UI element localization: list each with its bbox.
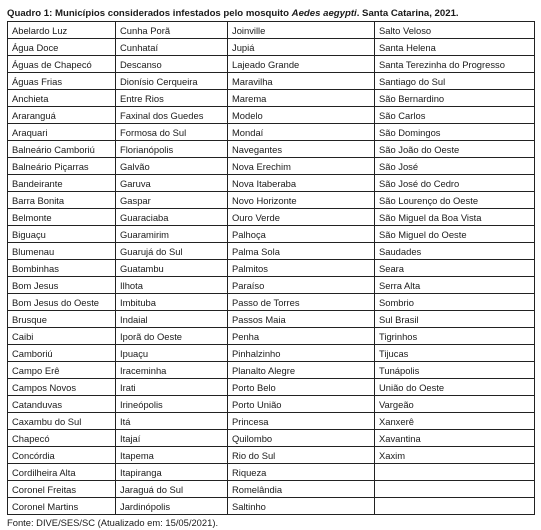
table-row: [8, 294, 535, 311]
table-row: [8, 260, 535, 277]
table-cell: Iporã do Oeste: [116, 328, 228, 345]
table-row: [8, 464, 535, 481]
table-cell: Catanduvas: [8, 396, 116, 413]
table-cell: Araranguá: [8, 107, 116, 124]
table-cell: Passos Maia: [228, 311, 375, 328]
table-cell: União do Oeste: [375, 379, 535, 396]
table-cell: [375, 498, 535, 515]
table-row: [8, 209, 535, 226]
table-cell: Jaraguá do Sul: [116, 481, 228, 498]
table-cell: Belmonte: [8, 209, 116, 226]
table-row: [8, 124, 535, 141]
table-row: [8, 396, 535, 413]
table-cell: Porto União: [228, 396, 375, 413]
table-cell: Cordilheira Alta: [8, 464, 116, 481]
table-cell: Anchieta: [8, 90, 116, 107]
table-cell: Bom Jesus do Oeste: [8, 294, 116, 311]
table-cell: Santa Terezinha do Progresso: [375, 56, 535, 73]
table-row: [8, 39, 535, 56]
table-cell: Dionísio Cerqueira: [116, 73, 228, 90]
table-cell: Ouro Verde: [228, 209, 375, 226]
table-cell: Saudades: [375, 243, 535, 260]
table-cell: Palmitos: [228, 260, 375, 277]
table-cell: Caibi: [8, 328, 116, 345]
table-row: [8, 362, 535, 379]
table-cell: Bandeirante: [8, 175, 116, 192]
table-cell: Modelo: [228, 107, 375, 124]
table-cell: Coronel Freitas: [8, 481, 116, 498]
table-cell: Vargeão: [375, 396, 535, 413]
table-cell: Galvão: [116, 158, 228, 175]
table-row: [8, 73, 535, 90]
table-cell: Palma Sola: [228, 243, 375, 260]
table-row: [8, 192, 535, 209]
table-cell: Balneário Piçarras: [8, 158, 116, 175]
table-cell: Rio do Sul: [228, 447, 375, 464]
table-cell: Guarujá do Sul: [116, 243, 228, 260]
table-cell: Formosa do Sul: [116, 124, 228, 141]
table-row: [8, 22, 535, 39]
table-cell: Cunha Porã: [116, 22, 228, 39]
municipalities-table: [7, 21, 535, 515]
table-row: [8, 379, 535, 396]
table-cell: Paraíso: [228, 277, 375, 294]
caption-species: Aedes aegypti: [291, 8, 357, 19]
table-cell: Campos Novos: [8, 379, 116, 396]
table-cell: Descanso: [116, 56, 228, 73]
table-cell: Bom Jesus: [8, 277, 116, 294]
table-cell: Xaxim: [375, 447, 535, 464]
table-cell: Águas de Chapecó: [8, 56, 116, 73]
table-cell: Tunápolis: [375, 362, 535, 379]
table-cell: Sul Brasil: [375, 311, 535, 328]
table-cell: Passo de Torres: [228, 294, 375, 311]
table-cell: Lajeado Grande: [228, 56, 375, 73]
table-cell: Concórdia: [8, 447, 116, 464]
table-cell: Riqueza: [228, 464, 375, 481]
table-row: [8, 277, 535, 294]
table-cell: [375, 481, 535, 498]
table-cell: Cunhataí: [116, 39, 228, 56]
table-cell: Saltinho: [228, 498, 375, 515]
table-cell: Palhoça: [228, 226, 375, 243]
table-cell: Maravilha: [228, 73, 375, 90]
table-cell: Xavantina: [375, 430, 535, 447]
table-cell: Coronel Martins: [8, 498, 116, 515]
table-cell: Princesa: [228, 413, 375, 430]
table-row: [8, 481, 535, 498]
table-cell: São Bernardino: [375, 90, 535, 107]
table-cell: Novo Horizonte: [228, 192, 375, 209]
table-body: [8, 22, 535, 515]
table-cell: Abelardo Luz: [8, 22, 116, 39]
table-cell: Biguaçu: [8, 226, 116, 243]
table-cell: Florianópolis: [116, 141, 228, 158]
table-cell: Irineópolis: [116, 396, 228, 413]
table-cell: Irati: [116, 379, 228, 396]
table-cell: Imbituba: [116, 294, 228, 311]
table-cell: São Carlos: [375, 107, 535, 124]
table-row: [8, 328, 535, 345]
table-cell: Gaspar: [116, 192, 228, 209]
table-cell: Águas Frias: [8, 73, 116, 90]
table-row: [8, 141, 535, 158]
source-note: Fonte: DIVE/SES/SC (Atualizado em: 15/05/2021).: [7, 517, 219, 528]
table-cell: Jupiá: [228, 39, 375, 56]
table-cell: Itapiranga: [116, 464, 228, 481]
table-row: [8, 175, 535, 192]
table-cell: Seara: [375, 260, 535, 277]
table-row: [8, 447, 535, 464]
table-row: [8, 311, 535, 328]
table-cell: Faxinal dos Guedes: [116, 107, 228, 124]
table-cell: Itapema: [116, 447, 228, 464]
table-cell: Jardinópolis: [116, 498, 228, 515]
caption-suffix: . Santa Catarina, 2021.: [356, 8, 459, 19]
table-cell: Guaraciaba: [116, 209, 228, 226]
table-cell: Itajaí: [116, 430, 228, 447]
table-cell: Iraceminha: [116, 362, 228, 379]
table-row: [8, 413, 535, 430]
table-row: [8, 243, 535, 260]
table-cell: Mondaí: [228, 124, 375, 141]
table-row: [8, 498, 535, 515]
table-cell: Tijucas: [375, 345, 535, 362]
table-cell: Guatambu: [116, 260, 228, 277]
table-cell: Nova Erechim: [228, 158, 375, 175]
table-cell: São José do Cedro: [375, 175, 535, 192]
table-cell: Xanxerê: [375, 413, 535, 430]
table-cell: Ipuaçu: [116, 345, 228, 362]
table-cell: Pinhalzinho: [228, 345, 375, 362]
table-cell: Porto Belo: [228, 379, 375, 396]
table-cell: São Domingos: [375, 124, 535, 141]
table-cell: Navegantes: [228, 141, 375, 158]
table-caption: [7, 6, 534, 21]
table-row: [8, 90, 535, 107]
table-cell: Penha: [228, 328, 375, 345]
table-cell: Indaial: [116, 311, 228, 328]
table-cell: Bombinhas: [8, 260, 116, 277]
table-cell: Santiago do Sul: [375, 73, 535, 90]
table-cell: Sombrio: [375, 294, 535, 311]
table-cell: Água Doce: [8, 39, 116, 56]
table-cell: Romelândia: [228, 481, 375, 498]
table-cell: Brusque: [8, 311, 116, 328]
table-cell: Serra Alta: [375, 277, 535, 294]
table-cell: Planalto Alegre: [228, 362, 375, 379]
table-cell: Campo Erê: [8, 362, 116, 379]
table-cell: Itá: [116, 413, 228, 430]
table-cell: São José: [375, 158, 535, 175]
table-cell: São João do Oeste: [375, 141, 535, 158]
table-cell: Marema: [228, 90, 375, 107]
table-cell: Tigrinhos: [375, 328, 535, 345]
table-cell: Salto Veloso: [375, 22, 535, 39]
table-cell: São Miguel da Boa Vista: [375, 209, 535, 226]
table-cell: Balneário Camboriú: [8, 141, 116, 158]
table-cell: Entre Rios: [116, 90, 228, 107]
table-cell: Santa Helena: [375, 39, 535, 56]
table-cell: Nova Itaberaba: [228, 175, 375, 192]
table-cell: Barra Bonita: [8, 192, 116, 209]
table-cell: Chapecó: [8, 430, 116, 447]
table-row: [8, 345, 535, 362]
caption-prefix: Quadro 1: Municípios considerados infestados pelo mosquito: [7, 8, 292, 19]
table-cell: Blumenau: [8, 243, 116, 260]
table-row: [8, 226, 535, 243]
table-cell: Guaramirim: [116, 226, 228, 243]
table-row: [8, 56, 535, 73]
document-content: [7, 6, 534, 530]
table-cell: Ilhota: [116, 277, 228, 294]
table-cell: Garuva: [116, 175, 228, 192]
table-cell: Caxambu do Sul: [8, 413, 116, 430]
table-cell: [375, 464, 535, 481]
table-cell: Araquari: [8, 124, 116, 141]
table-cell: Camboriú: [8, 345, 116, 362]
table-cell: São Lourenço do Oeste: [375, 192, 535, 209]
table-cell: Joinville: [228, 22, 375, 39]
table-row: [8, 107, 535, 124]
table-row: [8, 430, 535, 447]
table-cell: Quilombo: [228, 430, 375, 447]
table-cell: São Miguel do Oeste: [375, 226, 535, 243]
table-row: [8, 158, 535, 175]
